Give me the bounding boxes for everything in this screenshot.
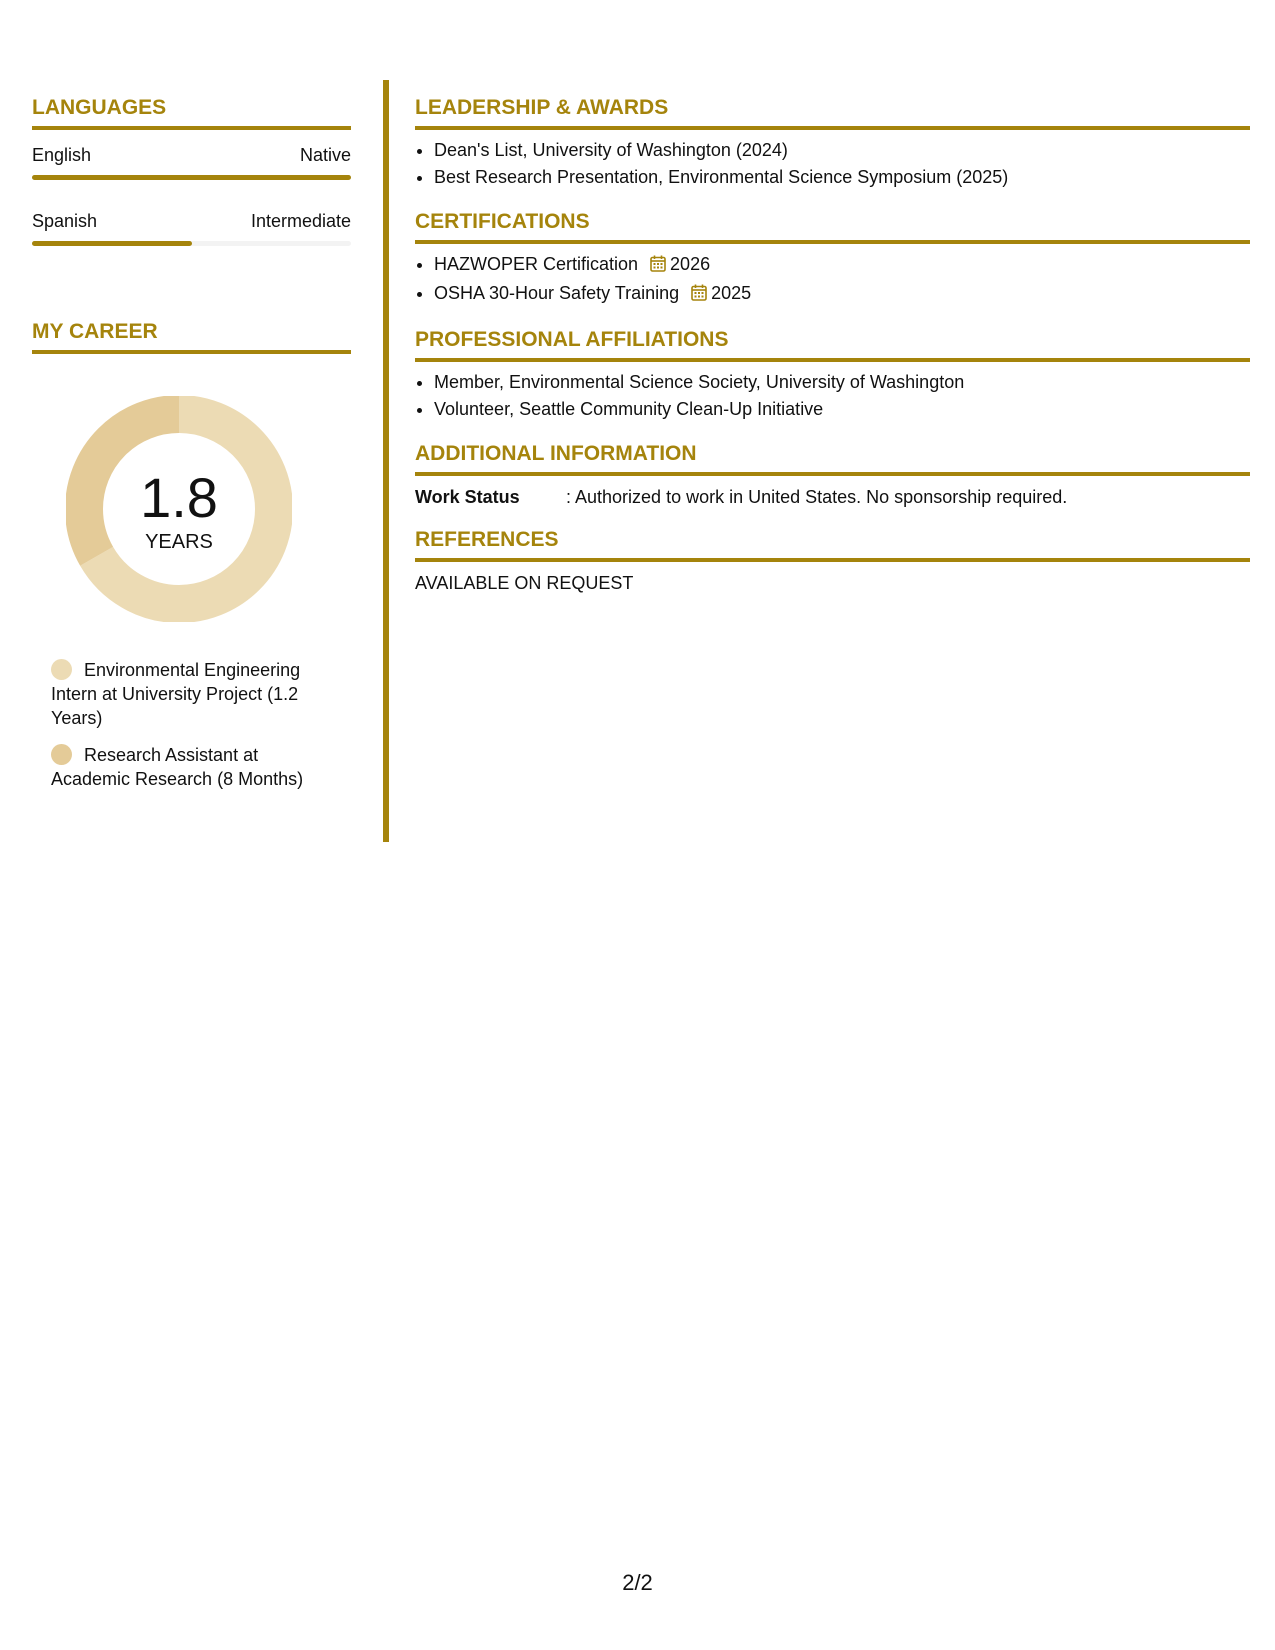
certifications-heading: CERTIFICATIONS xyxy=(415,209,1250,244)
additional-info-section xyxy=(415,441,1250,509)
leadership-heading: LEADERSHIP & AWARDS xyxy=(415,95,1250,130)
language-name: English xyxy=(32,145,92,165)
work-status-row xyxy=(415,485,1250,509)
language-item xyxy=(32,210,351,246)
page-number: 2/2 xyxy=(622,1570,653,1595)
certifications-section xyxy=(415,209,1250,309)
language-item xyxy=(32,144,351,180)
leadership-list xyxy=(415,137,1250,191)
column-divider xyxy=(383,80,389,842)
calendar-icon xyxy=(650,253,666,280)
calendar-icon xyxy=(691,282,707,309)
affiliations-heading: PROFESSIONAL AFFILIATIONS xyxy=(415,327,1250,362)
career-donut-chart xyxy=(66,396,292,622)
list-item xyxy=(434,251,1250,280)
certification-year: 2026 xyxy=(670,254,711,274)
language-level: Intermediate xyxy=(250,211,351,231)
career-total-unit: YEARS xyxy=(145,531,213,553)
list-item: • Volunteer, Seattle Community Clean-Up Initiative xyxy=(434,396,1250,423)
certification-name: HAZWOPER Certification xyxy=(434,254,639,274)
certifications-list xyxy=(415,251,1250,309)
career-donut-center xyxy=(66,396,292,622)
career-legend-item xyxy=(51,743,321,791)
references-text: AVAILABLE ON REQUEST xyxy=(415,573,634,593)
language-bar-track xyxy=(32,241,351,246)
career-legend-label: Environmental Engineering Intern at University Project (1.2 Years) xyxy=(51,660,301,728)
language-bar-fill xyxy=(32,175,351,180)
leadership-section xyxy=(415,95,1250,191)
references-heading: REFERENCES xyxy=(415,527,1250,562)
additional-info-heading: ADDITIONAL INFORMATION xyxy=(415,441,1250,476)
career-legend-label: Research Assistant at Academic Research (8 Months) xyxy=(51,745,304,789)
sidebar xyxy=(32,95,351,804)
work-status-label: Work Status xyxy=(415,487,520,507)
career-legend-item xyxy=(51,658,321,730)
legend-dot-icon xyxy=(51,744,72,765)
career-total-value: 1.8 xyxy=(140,466,218,529)
certification-year: 2025 xyxy=(711,283,752,303)
affiliations-list xyxy=(415,369,1250,423)
languages-heading: LANGUAGES xyxy=(32,95,351,130)
list-item xyxy=(434,280,1250,309)
list-item: • Dean's List, University of Washington (2024) xyxy=(434,137,1250,164)
certification-name: OSHA 30-Hour Safety Training xyxy=(434,283,680,303)
language-name: Spanish xyxy=(32,211,98,231)
work-status-value: : Authorized to work in United States. No sponsorship required. xyxy=(566,487,1068,507)
main-content xyxy=(415,95,1250,595)
career-heading: MY CAREER xyxy=(32,319,351,354)
list-item: • Best Research Presentation, Environmental Science Symposium (2025) xyxy=(434,164,1250,191)
legend-dot-icon xyxy=(51,659,72,680)
affiliations-section xyxy=(415,327,1250,423)
language-bar-track xyxy=(32,175,351,180)
references-section xyxy=(415,527,1250,595)
language-level: Native xyxy=(299,145,351,165)
list-item: • Member, Environmental Science Society, University of Washington xyxy=(434,369,1250,396)
career-legend xyxy=(51,658,321,791)
language-bar-fill xyxy=(32,241,192,246)
